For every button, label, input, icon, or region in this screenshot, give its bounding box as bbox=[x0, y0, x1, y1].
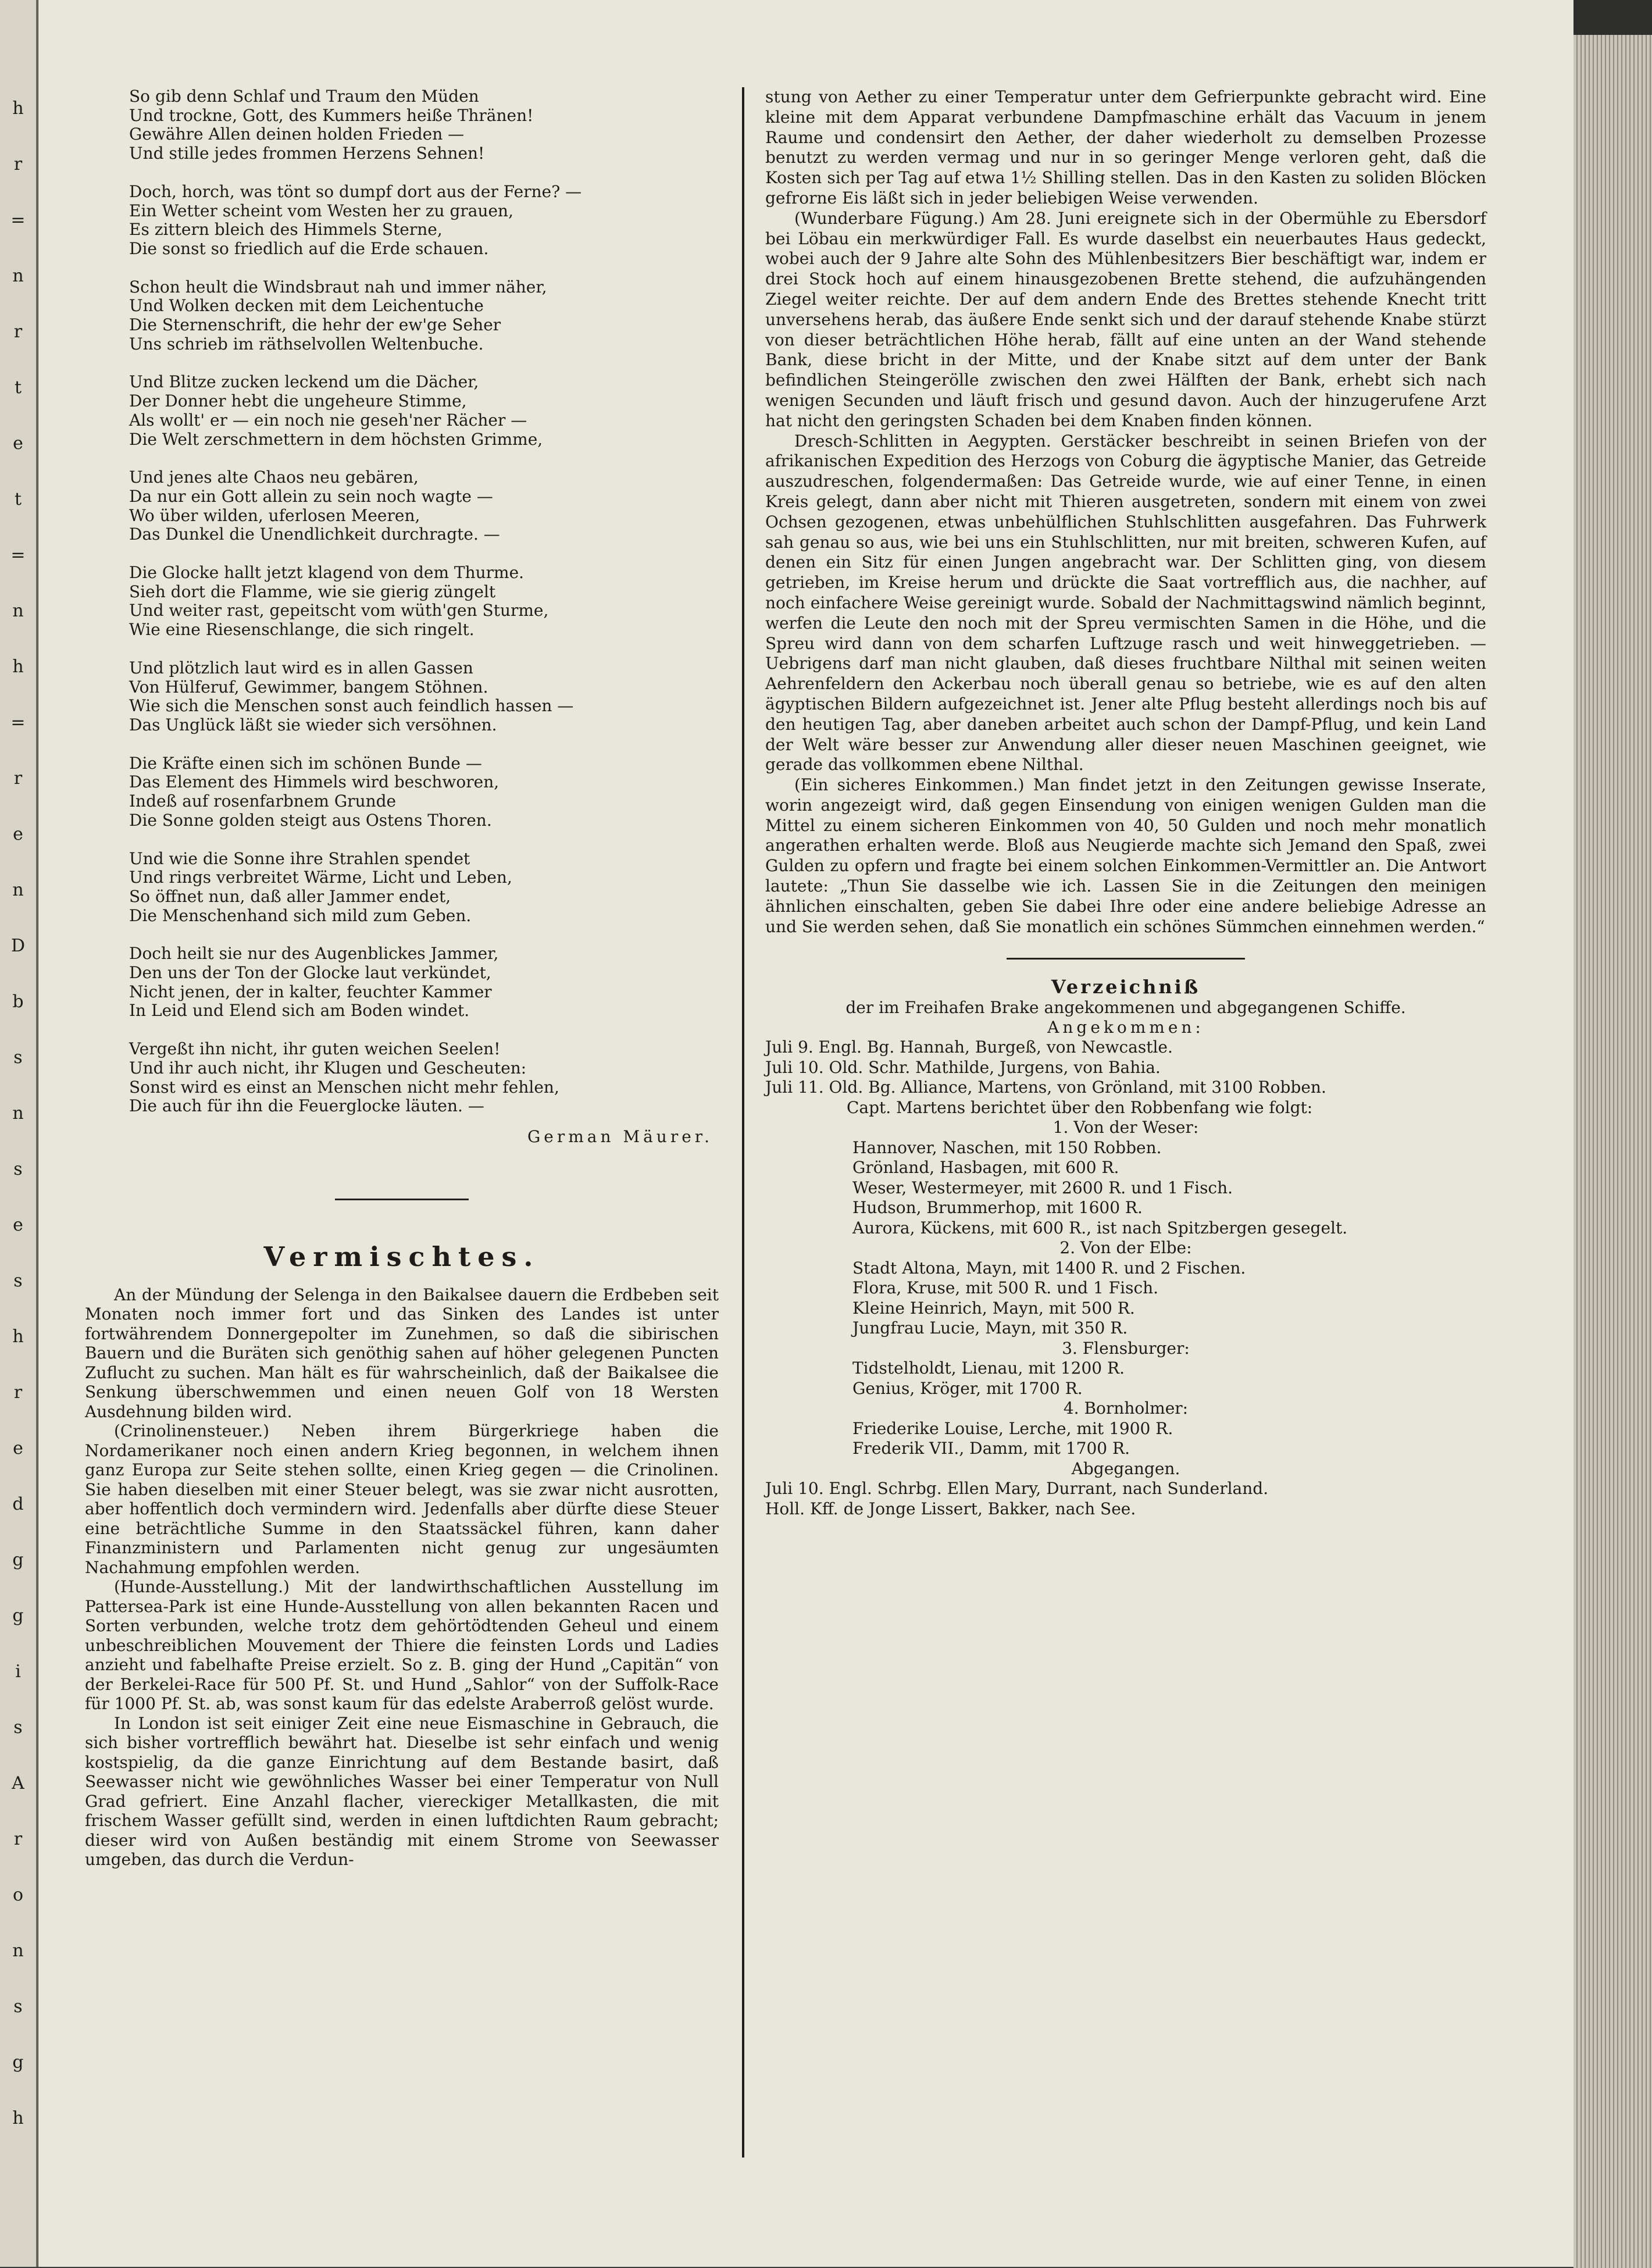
poem-line: Die Sonne golden steigt aus Ostens Thoren. bbox=[129, 810, 492, 830]
article-paragraph: (Crinolinensteuer.) Neben ihrem Bürgerkriege haben die Nordamerikaner noch einen andern Krieg begonnen, in welchem ihnen ganz Europa zur Seite stehen sollte, einen Krieg gegen — die Crinolinen. Sie haben dieselben mit einer Steuer belegt, was sie zwar nicht ausrotten, aber hoffentlich doch vermindern wird. Jedenfalls aber dürfte diese Steuer eine beträchtliche Summe in den Staatssäckel führen, kann daher Finanzministern und Parlamenten nicht genug zur ungesäumten Nachahmung empfohlen werden. bbox=[85, 1421, 719, 1577]
book-page-edges bbox=[1573, 35, 1652, 2268]
poem-line: Es zittern bleich des Himmels Sterne, bbox=[129, 220, 443, 240]
poem-stanza bbox=[129, 754, 719, 830]
poem-line: Wo über wilden, uferlosen Meeren, bbox=[129, 505, 420, 525]
poem-line: Die auch für ihn die Feuerglocke läuten. — bbox=[129, 1096, 484, 1116]
verzeichniss-title: Verzeichniß bbox=[1051, 976, 1201, 999]
ship-entry: Kleine Heinrich, Mayn, mit 500 R. bbox=[852, 1298, 1135, 1318]
poem-line: Schon heult die Windsbraut nah und immer näher, bbox=[129, 277, 547, 297]
poem-line: Und weiter rast, gepeitscht vom wüth'gen Sturme, bbox=[129, 601, 549, 621]
poem-line: Und stille jedes frommen Herzens Sehnen! bbox=[129, 144, 485, 163]
poem-line: In Leid und Elend sich am Boden windet. bbox=[129, 1001, 470, 1021]
ship-entry: Aurora, Kückens, mit 600 R., ist nach Spitzbergen gesegelt. bbox=[852, 1218, 1348, 1238]
edge-letter: = bbox=[10, 210, 26, 230]
edge-letter: n bbox=[12, 1941, 24, 1961]
poem-stanza bbox=[129, 373, 719, 449]
poem-line: Gewähre Allen deinen holden Frieden — bbox=[129, 124, 465, 144]
edge-letter: = bbox=[10, 712, 26, 733]
poem-line: Nicht jenen, der in kalter, feuchter Kammer bbox=[129, 982, 492, 1001]
ship-entry: Hudson, Brummerhop, mit 1600 R. bbox=[852, 1198, 1143, 1218]
column-divider bbox=[742, 87, 744, 2158]
article-paragraph: (Ein sicheres Einkommen.) Man findet jetzt in den Zeitungen gewisse Inserate, worin angezeigt wird, daß gegen Einsendung von einigen wenigen Gulden man die Mittel zu einem sicheren Einkommen von 40, 50 Gulden und noch mehr monatlich angerathen erhalten werde. Bloß aus Neugierde machte sich Jemand den Spaß, zwei Gulden zu opfern und fragte bei einem solchen Einkommen-Vermittler an. Die Antwort lautete: „Thun Sie dasselbe wie ich. Lassen Sie in die Zeitungen den meinigen ähnlichen einschalten, geben Sie dabei Ihre oder eine andere beliebige Adresse an und Sie werden sehen, daß Sie monatlich ein schönes Sümmchen einnehmen werden.“ bbox=[765, 775, 1486, 936]
poem-stanza bbox=[129, 1040, 719, 1116]
article-paragraph: Dresch-Schlitten in Aegypten. Gerstäcker beschreibt in seinen Briefen von der afrikanischen Expedition des Herzogs von Coburg die ägyptische Manier, das Getreide auszudreschen, folgendermaßen: Das Getreide wurde, wie auf einer Tenne, in einen Kreis gelegt, dann aber nicht mit Thieren ausgetreten, sondern mit einem von zwei Ochsen gezogenen, etwas unbehülflichen Stuhlschlitten ausgefahren. Das Fuhrwerk sah genau so aus, wie bei uns ein Stuhlschlitten, nur mit breiten, schweren Kufen, auf denen ein Sitz für einen Jungen angebracht war. Der Schlitten ging, von diesem getrieben, im Kreise herum und drückte die Saat vortrefflich aus, die nachher, auf noch einfachere Weise gereinigt wurde. Sobald der Nachmittagswind nämlich beginnt, werfen die Leute den noch mit der Spreu vermischten Samen in die Höhe, und die Spreu wird dann von dem scharfen Luftzuge rasch und weit hinweggetrieben. — Uebrigens darf man nicht glauben, daß dieses fruchtbare Nilthal mit seinen weiten Aehrenfeldern den Ackerbau noch überall genau so betriebe, wie es auf den alten ägyptischen Bildern aufgezeichnet ist. Jener alte Pflug besteht allerdings noch bis auf den heutigen Tag, aber daneben arbeitet auch schon der Dampf-Pflug, und kein Land der Welt wäre besser zur Anwendung aller dieser neuen Maschinen geeignet, wie gerade das vollkommen ebene Nilthal. bbox=[765, 431, 1486, 775]
ship-group-heading: 4. Bornholmer: bbox=[1063, 1399, 1189, 1418]
poem-stanza bbox=[129, 850, 719, 926]
ship-group-heading: 3. Flensburger: bbox=[1062, 1338, 1190, 1358]
edge-letter: h bbox=[12, 2108, 24, 2128]
article-paragraph: stung von Aether zu einer Temperatur unter dem Gefrierpunkte gebracht wird. Eine kleine mit dem Apparat verbundene Dampfmaschine erhält das Vacuum in jenem Raume und condensirt den Aether, der daher wiederholt zu demselben Prozesse benutzt zu werden vermag und nur in so geringer Menge verloren geht, daß die Kosten sich per Tag auf etwa 1½ Shilling stellen. Das in den Kasten zu soliden Blöcken gefrorne Eis läßt sich in jeder beliebigen Weise verwenden. bbox=[765, 87, 1486, 208]
poem-line: Doch heilt sie nur des Augenblickes Jammer, bbox=[129, 944, 499, 964]
poem-line: Der Donner hebt die ungeheure Stimme, bbox=[129, 391, 467, 411]
edge-letter: h bbox=[12, 1326, 24, 1347]
poem-line: Und jenes alte Chaos neu gebären, bbox=[129, 468, 419, 487]
arrivals-heading: Angekommen: bbox=[1047, 1018, 1204, 1037]
vermischtes-right-text bbox=[765, 87, 1486, 937]
poem-line: Indeß auf rosenfarbnem Grunde bbox=[129, 791, 397, 811]
article-paragraph: (Wunderbare Fügung.) Am 28. Juni ereignete sich in der Obermühle zu Ebersdorf bei Löbau ein merkwürdiger Fall. Es wurde daselbst ein neuerbautes Haus gedeckt, wobei auch der 9 Jahre alte Sohn des Mühlenbesitzers Bier beschäftigt war, indem er drei Stock hoch auf einem hinausgezobenen Brette stehend, die aufzuhängenden Ziegel weiter reichte. Der auf dem andern Ende des Brettes stehende Knecht tritt unversehens herab, das äußere Ende senkt sich und der darauf stehende Knabe stürzt von dieser beträchtlichen Höhe herab, fällt auf eine unten an der Wand stehende Bank, diese bricht in der Mitte, und der Knabe sitzt auf dem unter der Bank befindlichen Steingerölle zwischen den zwei Hälften der Bank, erhebt sich nach wenigen Secunden und läuft frisch und gesund davon. Auch der hinzugerufene Arzt hat nicht den geringsten Schaden bei dem Knaben finden können. bbox=[765, 208, 1486, 430]
poem-stanza bbox=[129, 183, 719, 259]
edge-letter: r bbox=[13, 1382, 23, 1403]
edge-letter: s bbox=[13, 1717, 23, 1738]
edge-letter: i bbox=[15, 1661, 21, 1682]
edge-letter: n bbox=[12, 880, 24, 900]
edge-letter: s bbox=[13, 1159, 23, 1179]
article-paragraph: (Hunde-Ausstellung.) Mit der landwirthschaftlichen Ausstellung im Pattersea-Park ist eine Hunde-Ausstellung von allen bekannten Racen und Sorten verbunden, welche trotz dem gehörtödtenden Geheul und einem unbeschreiblichen Mouvement der Thiere die feinsten Lords und Ladies anzieht und fabelhafte Preise erzielt. So z. B. ging der Hund „Capitän“ von der Berkelei-Race für 500 Pf. St. und Hund „Sahlor“ von der Suffolk-Race für 1000 Pf. St. ab, was sonst kaum für das edelste Araberroß gelöst wurde. bbox=[85, 1577, 719, 1714]
poem-line: Wie sich die Menschen sonst auch feindlich hassen — bbox=[129, 696, 574, 716]
edge-letter: g bbox=[12, 2052, 24, 2073]
poem-line: Und plötzlich laut wird es in allen Gassen bbox=[129, 658, 473, 677]
poem-line: Die sonst so friedlich auf die Erde schauen. bbox=[129, 238, 489, 258]
ship-entry: Flora, Kruse, mit 500 R. und 1 Fisch. bbox=[852, 1278, 1159, 1298]
edge-letter: g bbox=[12, 1550, 24, 1570]
poem-line: Die Glocke hallt jetzt klagend von dem Thurme. bbox=[129, 563, 524, 583]
edge-letter: r bbox=[13, 768, 23, 789]
poem-line: Das Unglück läßt sie wieder sich versöhnen. bbox=[129, 715, 497, 734]
edge-letter: r bbox=[13, 1829, 23, 1849]
ship-entry: Jungfrau Lucie, Mayn, mit 350 R. bbox=[852, 1318, 1128, 1338]
edge-letter: D bbox=[10, 936, 26, 956]
left-page-edge bbox=[0, 0, 38, 2267]
poem-line: Von Hülferuf, Gewimmer, bangem Stöhnen. bbox=[129, 677, 488, 697]
edge-letter: t bbox=[14, 489, 22, 509]
edge-letter: e bbox=[13, 1438, 23, 1458]
ship-group-heading: 2. Von der Elbe: bbox=[1059, 1238, 1192, 1258]
ship-list bbox=[765, 1037, 1486, 1519]
edge-letter: o bbox=[12, 1885, 24, 1905]
edge-letter: n bbox=[12, 601, 24, 621]
departures-heading: Abgegangen. bbox=[1071, 1458, 1180, 1478]
poem-line: Und Wolken decken mit dem Leichentuche bbox=[129, 296, 484, 316]
poem-line: Die Menschenhand sich mild zum Geben. bbox=[129, 905, 472, 925]
poem-stanza bbox=[129, 278, 719, 354]
ship-entry: Holl. Kff. de Jonge Lissert, Bakker, nach See. bbox=[765, 1499, 1136, 1518]
poem-line: Doch, horch, was tönt so dumpf dort aus der Ferne? — bbox=[129, 181, 582, 201]
poem-stanza bbox=[129, 659, 719, 735]
ship-entry: Grönland, Hasbagen, mit 600 R. bbox=[852, 1158, 1119, 1178]
edge-letter: = bbox=[10, 545, 26, 565]
poem-author: German Mäurer. bbox=[527, 1126, 713, 1146]
ship-entry: Weser, Westermeyer, mit 2600 R. und 1 Fisch. bbox=[852, 1178, 1233, 1197]
poem-line: Und Blitze zucken leckend um die Dächer, bbox=[129, 372, 479, 392]
right-column bbox=[765, 87, 1486, 1519]
article-paragraph: In London ist seit einiger Zeit eine neue Eismaschine in Gebrauch, die sich bisher vortrefflich bewährt hat. Dieselbe ist sehr einfach und wenig kostspielig, da die ganze Einrichtung auf dem Bestande basirt, daß Seewasser nicht wie gewöhnliches Wasser bei einer Temperatur von Null Grad gefriert. Eine Anzahl flacher, viereckiger Metallkasten, die mit frischem Wasser gefüllt sind, werden in einen luftdichten Raum gebracht; dieser wird von Außen beständig mit einem Strome von Seewasser umgeben, das durch die Verdun- bbox=[85, 1713, 719, 1870]
poem-line: Wie eine Riesenschlange, die sich ringelt. bbox=[129, 620, 474, 640]
edge-letter: s bbox=[13, 1271, 23, 1291]
edge-letter: s bbox=[13, 1996, 23, 2017]
ship-entry: Juli 9. Engl. Bg. Hannah, Burgeß, von Newcastle. bbox=[765, 1037, 1173, 1057]
edge-letter: h bbox=[12, 657, 24, 677]
poem-line: Als wollt' er — ein noch nie geseh'ner Rächer — bbox=[129, 410, 527, 430]
edge-letter: b bbox=[12, 992, 24, 1012]
edge-letter: e bbox=[13, 824, 23, 844]
section-divider bbox=[1007, 958, 1245, 960]
article-paragraph: An der Mündung der Selenga in den Baikalsee dauern die Erdbeben seit Monaten noch immer fort und das Sinken des Landes ist unter fortwährendem Donnergepolter im Zunehmen, so daß die sibirischen Bauern und die Buräten sich genöthig sahen auf höher gelegenen Puncten Zuflucht zu suchen. Man hält es für wahrscheinlich, daß der Baikalsee die Senkung überschwemmen und einen neuen Golf von 18 Wersten Ausdehnung bilden wird. bbox=[85, 1285, 719, 1421]
poem-line: Und rings verbreitet Wärme, Licht und Leben, bbox=[129, 868, 512, 887]
poem-line: So öffnet nun, daß aller Jammer endet, bbox=[129, 886, 451, 906]
vermischtes-left-text bbox=[85, 1285, 719, 1870]
poem-line: Und trockne, Gott, des Kummers heiße Thränen! bbox=[129, 105, 534, 125]
edge-letter: t bbox=[14, 377, 22, 398]
ship-entry: Stadt Altona, Mayn, mit 1400 R. und 2 Fischen. bbox=[852, 1258, 1246, 1278]
edge-letter: e bbox=[13, 433, 23, 454]
section-divider bbox=[335, 1199, 469, 1200]
poem-line: Die Sternenschrift, die hehr der ew'ge Seher bbox=[129, 315, 501, 335]
ship-entry: Juli 10. Engl. Schrbg. Ellen Mary, Durrant, nach Sunderland. bbox=[765, 1479, 1269, 1499]
poem-line: Sonst wird es einst an Menschen nicht mehr fehlen, bbox=[129, 1077, 559, 1097]
poem-line: Das Element des Himmels wird beschworen, bbox=[129, 772, 499, 792]
poem-stanza bbox=[129, 564, 719, 640]
ship-entry: Juli 11. Old. Bg. Alliance, Martens, von Grönland, mit 3100 Robben. bbox=[765, 1078, 1326, 1097]
ship-group-heading: 1. Von der Weser: bbox=[1052, 1118, 1199, 1137]
poem-stanza bbox=[129, 468, 719, 544]
edge-letter: n bbox=[12, 1103, 24, 1124]
ship-entry: Genius, Kröger, mit 1700 R. bbox=[852, 1378, 1083, 1398]
ship-entry: Frederik VII., Damm, mit 1700 R. bbox=[852, 1439, 1130, 1458]
poem-line: Das Dunkel die Unendlichkeit durchragte. — bbox=[129, 525, 500, 544]
report-intro: Capt. Martens berichtet über den Robbenfang wie folgt: bbox=[847, 1097, 1313, 1117]
background-edge bbox=[1573, 0, 1652, 35]
edge-letter: r bbox=[13, 154, 23, 174]
poem-line: Ein Wetter scheint vom Westen her zu grauen, bbox=[129, 201, 513, 220]
poem-line: Vergeßt ihn nicht, ihr guten weichen Seelen! bbox=[129, 1039, 501, 1059]
edge-letter: g bbox=[12, 1606, 24, 1626]
verzeichniss-subtitle: der im Freihafen Brake angekommenen und abgegangenen Schiffe. bbox=[845, 998, 1406, 1018]
section-title-vermischtes: Vermischtes. bbox=[263, 1240, 540, 1272]
poem-line: Die Kräfte einen sich im schönen Bunde — bbox=[129, 753, 482, 773]
poem-line: Sieh dort die Flamme, wie sie gierig züngelt bbox=[129, 582, 496, 601]
poem-line: Uns schrieb im räthselvollen Weltenbuche. bbox=[129, 334, 484, 354]
edge-letter: r bbox=[13, 322, 23, 342]
poem bbox=[129, 87, 719, 1116]
newspaper-page bbox=[38, 0, 1573, 2267]
poem-stanza bbox=[129, 87, 719, 163]
edge-letter: d bbox=[12, 1494, 24, 1514]
poem-line: Den uns der Ton der Glocke laut verkündet, bbox=[129, 963, 491, 983]
poem-stanza bbox=[129, 944, 719, 1021]
poem-line: So gib denn Schlaf und Traum den Müden bbox=[129, 87, 479, 106]
poem-line: Die Welt zerschmettern in dem höchsten Grimme, bbox=[129, 429, 543, 449]
ship-entry: Friederike Louise, Lerche, mit 1900 R. bbox=[852, 1418, 1173, 1438]
edge-letter: n bbox=[12, 266, 24, 286]
poem-line: Und wie die Sonne ihre Strahlen spendet bbox=[129, 848, 470, 868]
edge-letter: s bbox=[13, 1047, 23, 1068]
left-column bbox=[85, 87, 719, 1870]
edge-letter: e bbox=[13, 1215, 23, 1235]
poem-line: Da nur ein Gott allein zu sein noch wagte — bbox=[129, 486, 493, 506]
ship-entry: Hannover, Naschen, mit 150 Robben. bbox=[852, 1137, 1162, 1157]
poem-line: Und ihr auch nicht, ihr Klugen und Gescheuten: bbox=[129, 1058, 527, 1078]
edge-letter: h bbox=[12, 98, 24, 119]
ship-entry: Juli 10. Old. Schr. Mathilde, Jurgens, von Bahia. bbox=[765, 1057, 1161, 1077]
ship-entry: Tidstelholdt, Lienau, mit 1200 R. bbox=[852, 1358, 1125, 1378]
edge-letter: A bbox=[12, 1773, 24, 1793]
